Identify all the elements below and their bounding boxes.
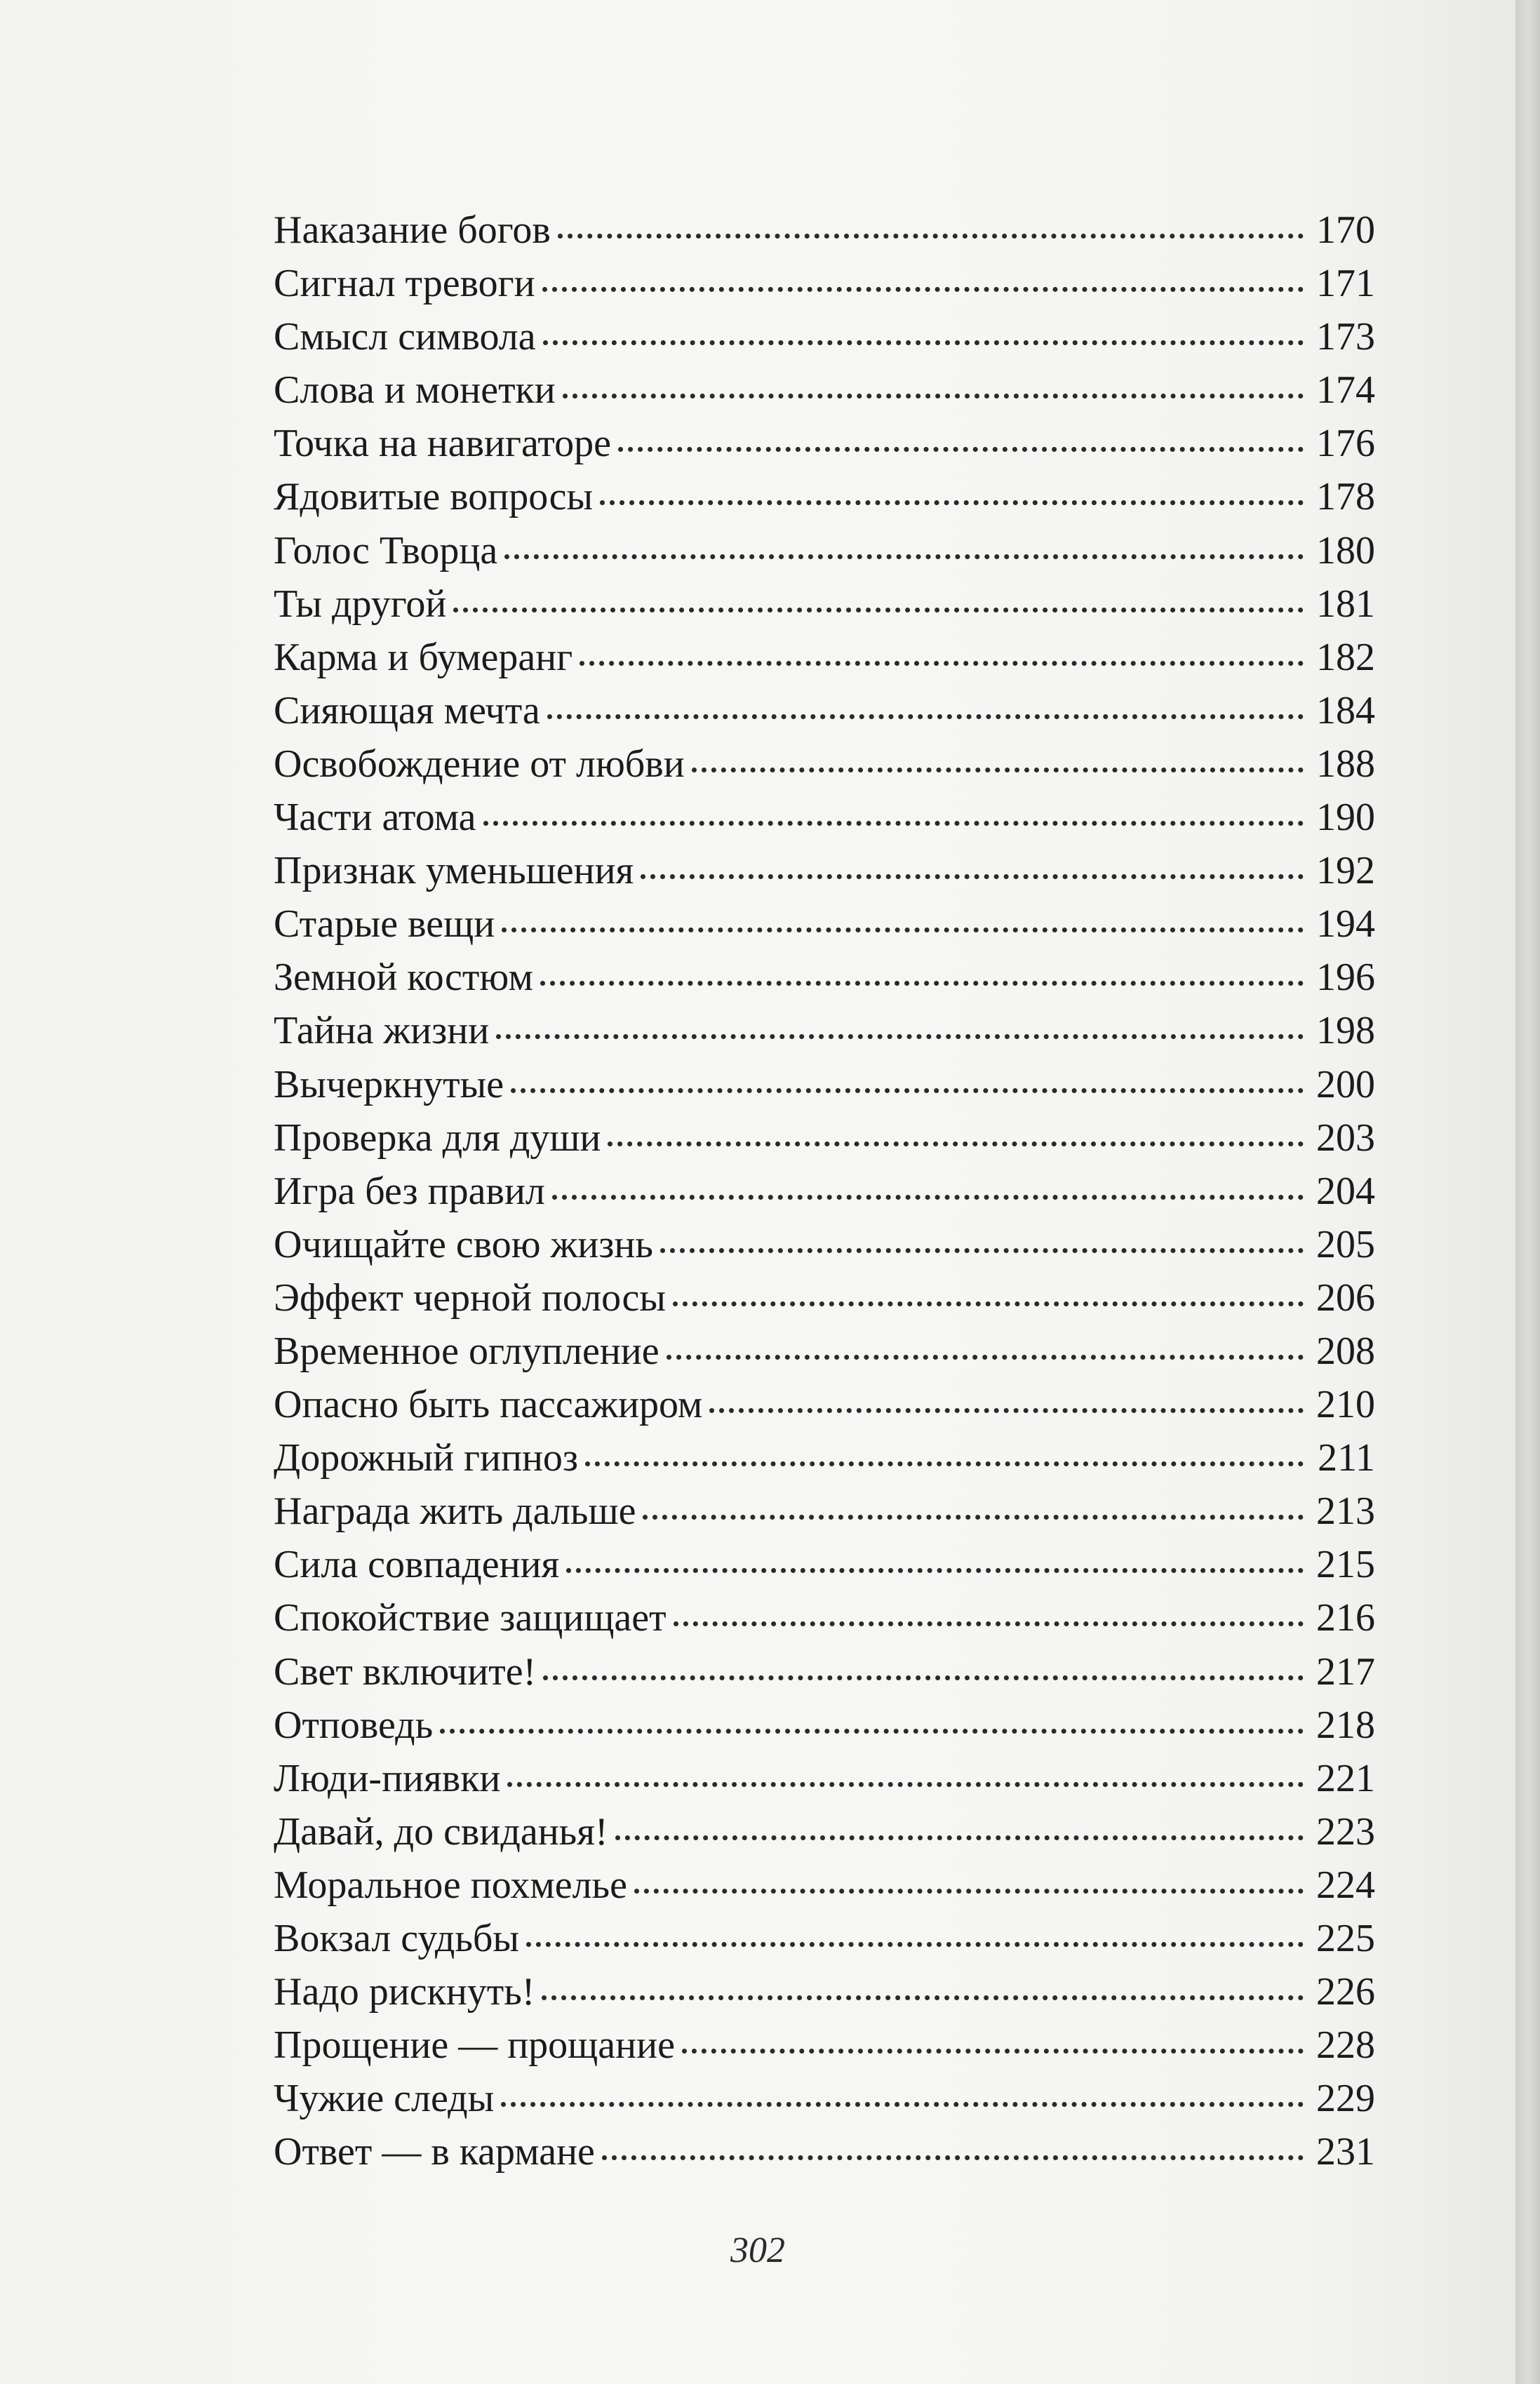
dot-leader xyxy=(566,1568,1304,1573)
dot-leader xyxy=(563,394,1304,399)
toc-entry-title: Дорожный гипноз xyxy=(274,1436,579,1480)
dot-leader xyxy=(502,928,1304,932)
toc-entry-title: Сияющая мечта xyxy=(274,688,540,732)
page-number: 302 xyxy=(730,2230,785,2270)
toc-entry-title: Голос Творца xyxy=(274,528,498,572)
toc-entry-title: Моральное похмелье xyxy=(274,1863,627,1907)
dot-leader xyxy=(585,1461,1304,1466)
toc-entry-title: Спокойствие защищает xyxy=(274,1596,667,1640)
dot-leader xyxy=(602,2155,1304,2160)
dot-leader xyxy=(496,1034,1304,1039)
toc-entry xyxy=(274,310,1375,363)
toc-entry-page-number: 194 xyxy=(1316,902,1375,946)
dot-leader xyxy=(440,1729,1304,1734)
dot-leader xyxy=(674,1621,1304,1626)
toc-entry-page-number: 176 xyxy=(1316,422,1375,466)
toc-entry-title: Прощение — прощание xyxy=(274,2023,675,2068)
toc-entry-page-number: 173 xyxy=(1316,315,1375,359)
toc-entry xyxy=(274,1325,1375,1378)
dot-leader xyxy=(615,1835,1304,1840)
toc-entry-title: Тайна жизни xyxy=(274,1009,490,1053)
toc-entry xyxy=(274,1965,1375,2018)
toc-entry xyxy=(274,1752,1375,1805)
toc-entry-title: Освобождение от любви xyxy=(274,742,685,786)
toc-entry-title: Опасно быть пассажиром xyxy=(274,1383,703,1427)
toc-entry-page-number: 225 xyxy=(1316,1917,1375,1960)
toc-entry-title: Игра без правил xyxy=(274,1169,545,1213)
toc-entry-page-number: 215 xyxy=(1316,1543,1375,1587)
table-of-contents xyxy=(274,203,1375,2178)
toc-entry-page-number: 181 xyxy=(1316,582,1375,626)
dot-leader xyxy=(643,1515,1304,1520)
toc-entry-page-number: 224 xyxy=(1316,1863,1375,1907)
toc-entry xyxy=(274,470,1375,523)
toc-entry-page-number: 203 xyxy=(1316,1116,1375,1160)
dot-leader xyxy=(634,1889,1304,1894)
toc-entry-title: Проверка для души xyxy=(274,1116,601,1160)
toc-entry xyxy=(274,1859,1375,1912)
toc-entry xyxy=(274,1538,1375,1591)
toc-entry xyxy=(274,684,1375,737)
toc-entry xyxy=(274,1004,1375,1057)
dot-leader xyxy=(600,500,1304,505)
toc-entry-page-number: 204 xyxy=(1316,1169,1375,1213)
toc-entry-page-number: 218 xyxy=(1316,1703,1375,1747)
toc-entry xyxy=(274,791,1375,844)
toc-entry-page-number: 221 xyxy=(1316,1756,1375,1800)
toc-entry xyxy=(274,631,1375,684)
dot-leader xyxy=(543,1675,1304,1680)
toc-entry xyxy=(274,951,1375,1004)
toc-entry-title: Смысл символа xyxy=(274,315,536,359)
toc-entry-page-number: 182 xyxy=(1316,635,1375,679)
toc-entry-page-number: 205 xyxy=(1316,1222,1375,1266)
toc-entry xyxy=(274,2072,1375,2125)
toc-entry-title: Ты другой xyxy=(274,582,447,626)
toc-entry-page-number: 217 xyxy=(1316,1649,1375,1694)
toc-entry-title: Награда жить дальше xyxy=(274,1489,636,1534)
toc-entry-title: Признак уменьшения xyxy=(274,849,634,893)
toc-entry-page-number: 200 xyxy=(1316,1062,1375,1106)
dot-leader xyxy=(501,2102,1304,2107)
toc-entry xyxy=(274,417,1375,470)
toc-entry-title: Эффект черной полосы xyxy=(274,1275,667,1320)
dot-leader xyxy=(547,714,1304,719)
toc-entry-page-number: 210 xyxy=(1316,1383,1375,1427)
dot-leader xyxy=(552,1195,1304,1200)
toc-entry-page-number: 180 xyxy=(1316,528,1375,572)
toc-entry-title: Ответ — в кармане xyxy=(274,2130,595,2174)
toc-entry-page-number: 226 xyxy=(1316,1970,1375,2014)
toc-entry-page-number: 196 xyxy=(1316,956,1375,1000)
dot-leader xyxy=(608,1141,1304,1146)
toc-entry-title: Карма и бумеранг xyxy=(274,635,573,679)
toc-entry-title: Отповедь xyxy=(274,1703,434,1747)
dot-leader xyxy=(709,1408,1304,1413)
toc-entry-page-number: 171 xyxy=(1316,262,1375,306)
dot-leader xyxy=(542,1995,1304,2000)
toc-entry xyxy=(274,203,1375,257)
toc-entry-title: Части атома xyxy=(274,796,476,840)
toc-entry xyxy=(274,1271,1375,1325)
toc-entry xyxy=(274,1912,1375,1965)
toc-entry-title: Старые вещи xyxy=(274,902,495,946)
toc-entry-title: Очищайте свою жизнь xyxy=(274,1222,653,1266)
toc-entry xyxy=(274,1218,1375,1271)
toc-entry-page-number: 223 xyxy=(1316,1809,1375,1854)
dot-leader xyxy=(507,1782,1304,1787)
toc-entry xyxy=(274,844,1375,897)
dot-leader xyxy=(580,661,1304,666)
dot-leader xyxy=(558,234,1304,239)
toc-entry-page-number: 211 xyxy=(1318,1436,1375,1480)
toc-entry xyxy=(274,524,1375,577)
dot-leader xyxy=(641,874,1304,879)
toc-entry-title: Надо рискнуть! xyxy=(274,1970,535,2014)
dot-leader xyxy=(540,981,1304,986)
toc-entry-title: Давай, до свиданья! xyxy=(274,1809,608,1854)
toc-entry-page-number: 229 xyxy=(1316,2077,1375,2121)
dot-leader xyxy=(453,608,1304,612)
dot-leader xyxy=(618,447,1304,452)
toc-entry-title: Вокзал судьбы xyxy=(274,1917,519,1960)
toc-entry xyxy=(274,1378,1375,1431)
toc-entry-title: Точка на навигаторе xyxy=(274,422,611,466)
dot-leader xyxy=(511,1088,1304,1093)
toc-entry-title: Наказание богов xyxy=(274,208,551,252)
dot-leader xyxy=(692,768,1304,772)
toc-entry-page-number: 178 xyxy=(1316,475,1375,519)
toc-entry-page-number: 228 xyxy=(1316,2023,1375,2068)
page-edge xyxy=(1515,0,1540,2384)
toc-entry-title: Вычеркнутые xyxy=(274,1062,504,1106)
toc-entry-title: Сигнал тревоги xyxy=(274,262,535,306)
toc-entry-page-number: 216 xyxy=(1316,1596,1375,1640)
toc-entry-title: Ядовитые вопросы xyxy=(274,475,594,519)
toc-entry xyxy=(274,897,1375,951)
dot-leader xyxy=(660,1248,1304,1253)
toc-entry xyxy=(274,1058,1375,1111)
toc-entry xyxy=(274,363,1375,417)
dot-leader xyxy=(667,1355,1304,1360)
toc-entry xyxy=(274,1591,1375,1645)
toc-entry xyxy=(274,1805,1375,1859)
dot-leader xyxy=(542,287,1304,292)
toc-entry-title: Слова и монетки xyxy=(274,368,556,413)
toc-entry-title: Временное оглупление xyxy=(274,1329,659,1373)
toc-entry-title: Свет включите! xyxy=(274,1649,537,1694)
dot-leader xyxy=(526,1942,1304,1947)
toc-entry xyxy=(274,1699,1375,1752)
toc-entry-title: Сила совпадения xyxy=(274,1543,560,1587)
toc-entry-page-number: 190 xyxy=(1316,796,1375,840)
toc-entry-title: Чужие следы xyxy=(274,2077,495,2121)
toc-entry-page-number: 170 xyxy=(1316,208,1375,252)
toc-entry xyxy=(274,257,1375,310)
toc-entry-title: Земной костюм xyxy=(274,956,533,1000)
toc-entry-page-number: 198 xyxy=(1316,1009,1375,1053)
toc-entry xyxy=(274,1645,1375,1699)
toc-entry-page-number: 206 xyxy=(1316,1275,1375,1320)
dot-leader xyxy=(682,2049,1304,2054)
toc-entry-page-number: 192 xyxy=(1316,849,1375,893)
toc-entry-title: Люди-пиявки xyxy=(274,1756,501,1800)
dot-leader xyxy=(504,554,1304,559)
toc-entry xyxy=(274,577,1375,631)
dot-leader xyxy=(483,821,1304,826)
toc-entry-page-number: 213 xyxy=(1316,1489,1375,1534)
toc-entry-page-number: 184 xyxy=(1316,688,1375,732)
toc-entry xyxy=(274,737,1375,791)
dot-leader xyxy=(543,340,1304,345)
toc-entry xyxy=(274,1431,1375,1485)
toc-entry-page-number: 231 xyxy=(1316,2130,1375,2174)
toc-entry xyxy=(274,1165,1375,1218)
toc-entry xyxy=(274,1111,1375,1165)
toc-entry xyxy=(274,1485,1375,1538)
toc-entry xyxy=(274,2018,1375,2072)
toc-entry-page-number: 174 xyxy=(1316,368,1375,413)
toc-entry xyxy=(274,2125,1375,2178)
toc-entry-page-number: 208 xyxy=(1316,1329,1375,1373)
dot-leader xyxy=(673,1301,1304,1306)
toc-entry-page-number: 188 xyxy=(1316,742,1375,786)
